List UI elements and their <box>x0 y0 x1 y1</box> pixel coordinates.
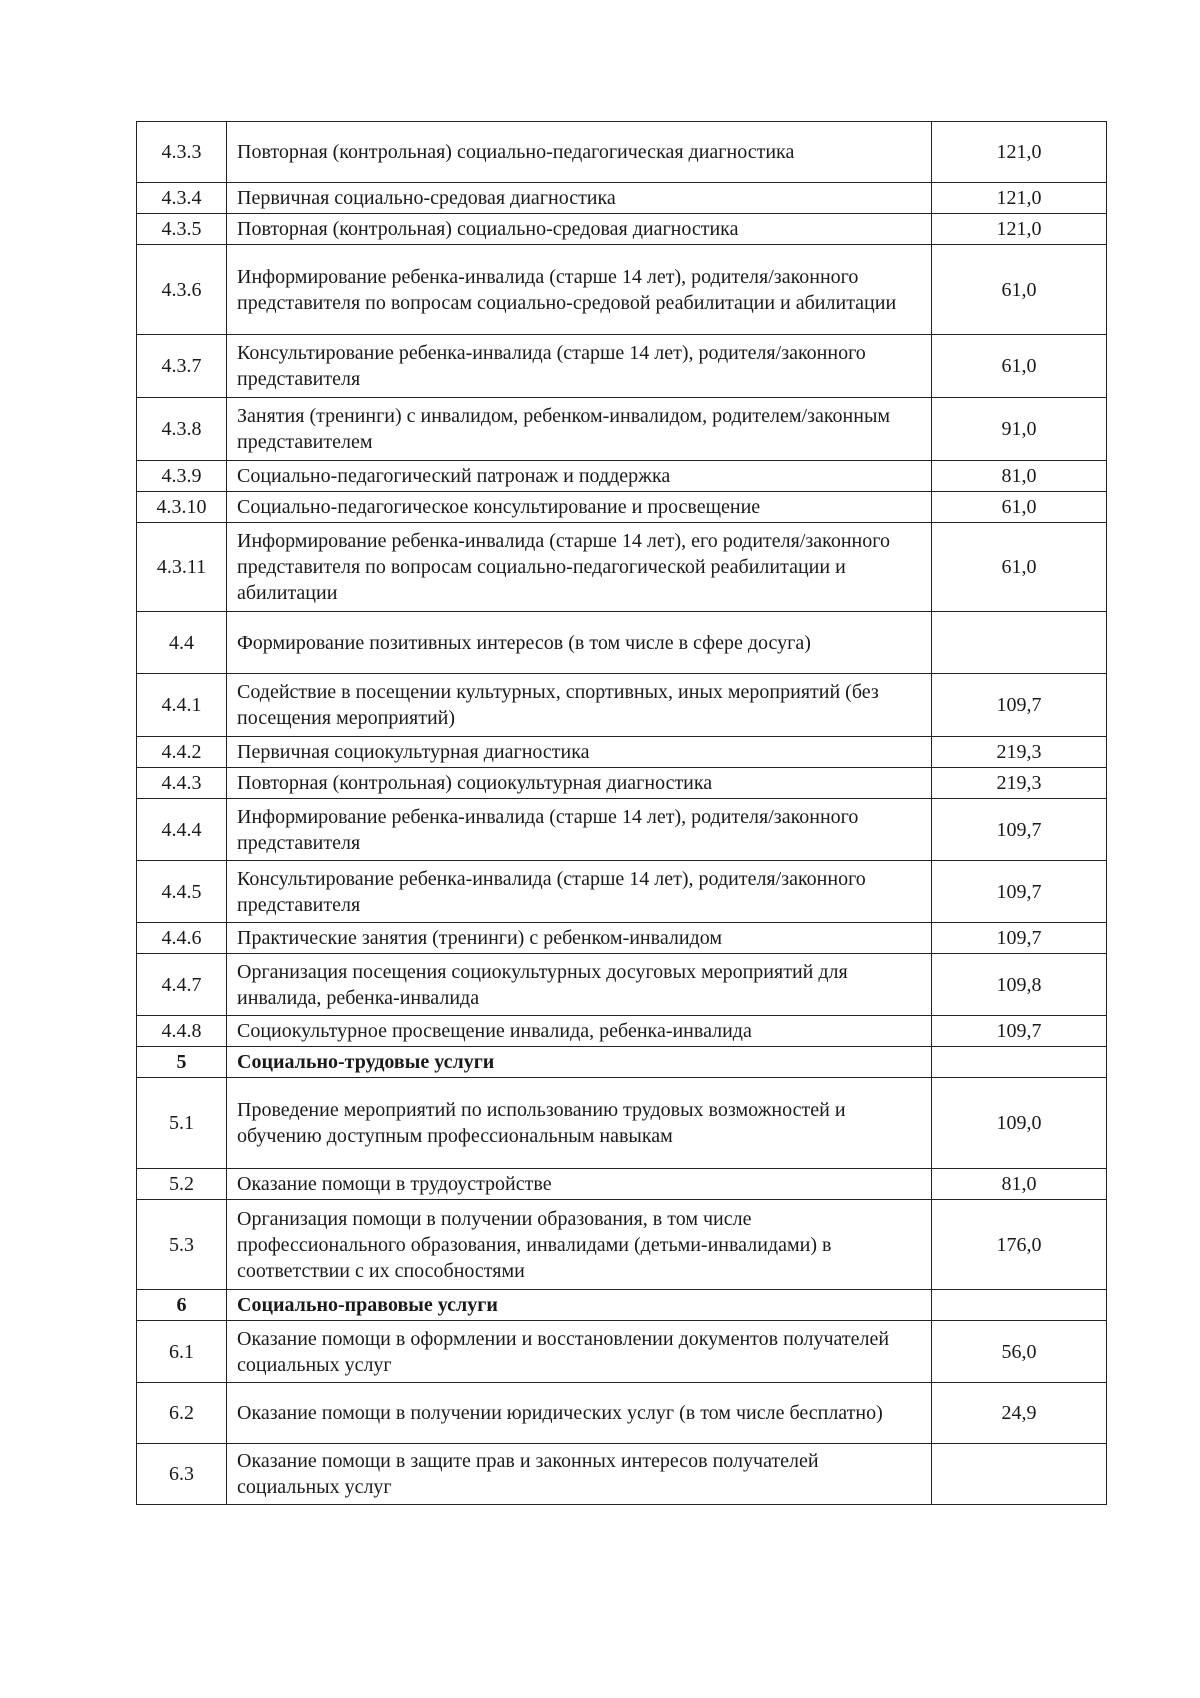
row-number: 4.4.3 <box>137 768 227 799</box>
row-number: 4.4.2 <box>137 737 227 768</box>
service-price: 109,8 <box>932 954 1107 1016</box>
table-row <box>137 768 1107 799</box>
row-number: 4.4.6 <box>137 923 227 954</box>
service-price: 109,7 <box>932 923 1107 954</box>
service-name: Социокультурное просвещение инвалида, ребенка-инвалида <box>227 1016 932 1047</box>
service-price: 109,7 <box>932 861 1107 923</box>
row-number: 4.3.11 <box>137 523 227 612</box>
table-row <box>137 1078 1107 1169</box>
service-price: 109,0 <box>932 1078 1107 1169</box>
row-number: 4.4.1 <box>137 674 227 737</box>
table-row <box>137 674 1107 737</box>
table-row <box>137 612 1107 674</box>
service-price: 61,0 <box>932 492 1107 523</box>
row-number: 4.3.7 <box>137 335 227 398</box>
service-price: 56,0 <box>932 1321 1107 1383</box>
table-row <box>137 923 1107 954</box>
service-price: 219,3 <box>932 768 1107 799</box>
table-row <box>137 335 1107 398</box>
service-name: Практические занятия (тренинги) с ребенком-инвалидом <box>227 923 932 954</box>
table-row <box>137 461 1107 492</box>
section-title: Социально-правовые услуги <box>227 1290 932 1321</box>
row-number: 4.4.8 <box>137 1016 227 1047</box>
service-name: Информирование ребенка-инвалида (старше 14 лет), его родителя/законного представителя по вопросам социально-педагогической реабилитации и абилитации <box>227 523 932 612</box>
service-name: Проведение мероприятий по использованию трудовых возможностей и обучению доступным профессиональным навыкам <box>227 1078 932 1169</box>
service-price: 109,7 <box>932 674 1107 737</box>
service-name: Социально-педагогическое консультирование и просвещение <box>227 492 932 523</box>
service-name: Повторная (контрольная) социально-средовая диагностика <box>227 214 932 245</box>
service-name: Занятия (тренинги) с инвалидом, ребенком-инвалидом, родителем/законным представителем <box>227 398 932 461</box>
section-header-row <box>137 1047 1107 1078</box>
section-number: 6 <box>137 1290 227 1321</box>
row-number: 4.4 <box>137 612 227 674</box>
service-name: Консультирование ребенка-инвалида (старше 14 лет), родителя/законного представителя <box>227 335 932 398</box>
table-row <box>137 1321 1107 1383</box>
table-row <box>137 861 1107 923</box>
service-name: Консультирование ребенка-инвалида (старше 14 лет), родителя/законного представителя <box>227 861 932 923</box>
service-price: 61,0 <box>932 523 1107 612</box>
service-price <box>932 1444 1107 1505</box>
table-row <box>137 1200 1107 1290</box>
table-row <box>137 1169 1107 1200</box>
services-price-table <box>136 121 1107 1505</box>
row-number: 5.3 <box>137 1200 227 1290</box>
service-name: Первичная социально-средовая диагностика <box>227 183 932 214</box>
service-price <box>932 1047 1107 1078</box>
row-number: 6.1 <box>137 1321 227 1383</box>
service-price: 219,3 <box>932 737 1107 768</box>
row-number: 4.3.10 <box>137 492 227 523</box>
service-name: Информирование ребенка-инвалида (старше 14 лет), родителя/законного представителя по вопросам социально-средовой реабилитации и абилитации <box>227 245 932 335</box>
service-name: Первичная социокультурная диагностика <box>227 737 932 768</box>
service-name: Оказание помощи в получении юридических услуг (в том числе бесплатно) <box>227 1383 932 1444</box>
row-number: 4.3.8 <box>137 398 227 461</box>
service-price <box>932 612 1107 674</box>
service-name: Повторная (контрольная) социально-педагогическая диагностика <box>227 122 932 183</box>
table-row <box>137 737 1107 768</box>
service-price: 121,0 <box>932 214 1107 245</box>
row-number: 4.4.4 <box>137 799 227 861</box>
service-price: 109,7 <box>932 1016 1107 1047</box>
table-row <box>137 799 1107 861</box>
service-name: Оказание помощи в трудоустройстве <box>227 1169 932 1200</box>
service-price: 61,0 <box>932 335 1107 398</box>
table-row <box>137 214 1107 245</box>
row-number: 4.3.9 <box>137 461 227 492</box>
service-name: Информирование ребенка-инвалида (старше 14 лет), родителя/законного представителя <box>227 799 932 861</box>
service-price: 121,0 <box>932 122 1107 183</box>
table-row <box>137 398 1107 461</box>
row-number: 5.1 <box>137 1078 227 1169</box>
service-name: Оказание помощи в защите прав и законных интересов получателей социальных услуг <box>227 1444 932 1505</box>
table-row <box>137 183 1107 214</box>
service-name: Социально-педагогический патронаж и поддержка <box>227 461 932 492</box>
row-number: 4.3.4 <box>137 183 227 214</box>
section-number: 5 <box>137 1047 227 1078</box>
service-price <box>932 1290 1107 1321</box>
table-row <box>137 122 1107 183</box>
row-number: 6.2 <box>137 1383 227 1444</box>
table-row <box>137 492 1107 523</box>
row-number: 6.3 <box>137 1444 227 1505</box>
row-number: 4.3.6 <box>137 245 227 335</box>
row-number: 4.3.5 <box>137 214 227 245</box>
service-name: Повторная (контрольная) социокультурная диагностика <box>227 768 932 799</box>
table-row <box>137 245 1107 335</box>
row-number: 4.3.3 <box>137 122 227 183</box>
service-name: Организация посещения социокультурных досуговых мероприятий для инвалида, ребенка-инвалида <box>227 954 932 1016</box>
service-name: Организация помощи в получении образования, в том числе профессионального образования, инвалидами (детьми-инвалидами) в соответствии с их способностями <box>227 1200 932 1290</box>
service-name: Формирование позитивных интересов (в том числе в сфере досуга) <box>227 612 932 674</box>
service-price: 81,0 <box>932 461 1107 492</box>
table-row <box>137 1016 1107 1047</box>
table-row <box>137 954 1107 1016</box>
service-price: 61,0 <box>932 245 1107 335</box>
row-number: 4.4.5 <box>137 861 227 923</box>
service-price: 109,7 <box>932 799 1107 861</box>
section-header-row <box>137 1290 1107 1321</box>
service-price: 24,9 <box>932 1383 1107 1444</box>
service-name: Содействие в посещении культурных, спортивных, иных мероприятий (без посещения мероприятий) <box>227 674 932 737</box>
section-title: Социально-трудовые услуги <box>227 1047 932 1078</box>
service-price: 81,0 <box>932 1169 1107 1200</box>
service-price: 176,0 <box>932 1200 1107 1290</box>
service-name: Оказание помощи в оформлении и восстановлении документов получателей социальных услуг <box>227 1321 932 1383</box>
row-number: 5.2 <box>137 1169 227 1200</box>
service-price: 91,0 <box>932 398 1107 461</box>
table-row <box>137 1444 1107 1505</box>
service-price: 121,0 <box>932 183 1107 214</box>
table-row <box>137 1383 1107 1444</box>
table-row <box>137 523 1107 612</box>
row-number: 4.4.7 <box>137 954 227 1016</box>
